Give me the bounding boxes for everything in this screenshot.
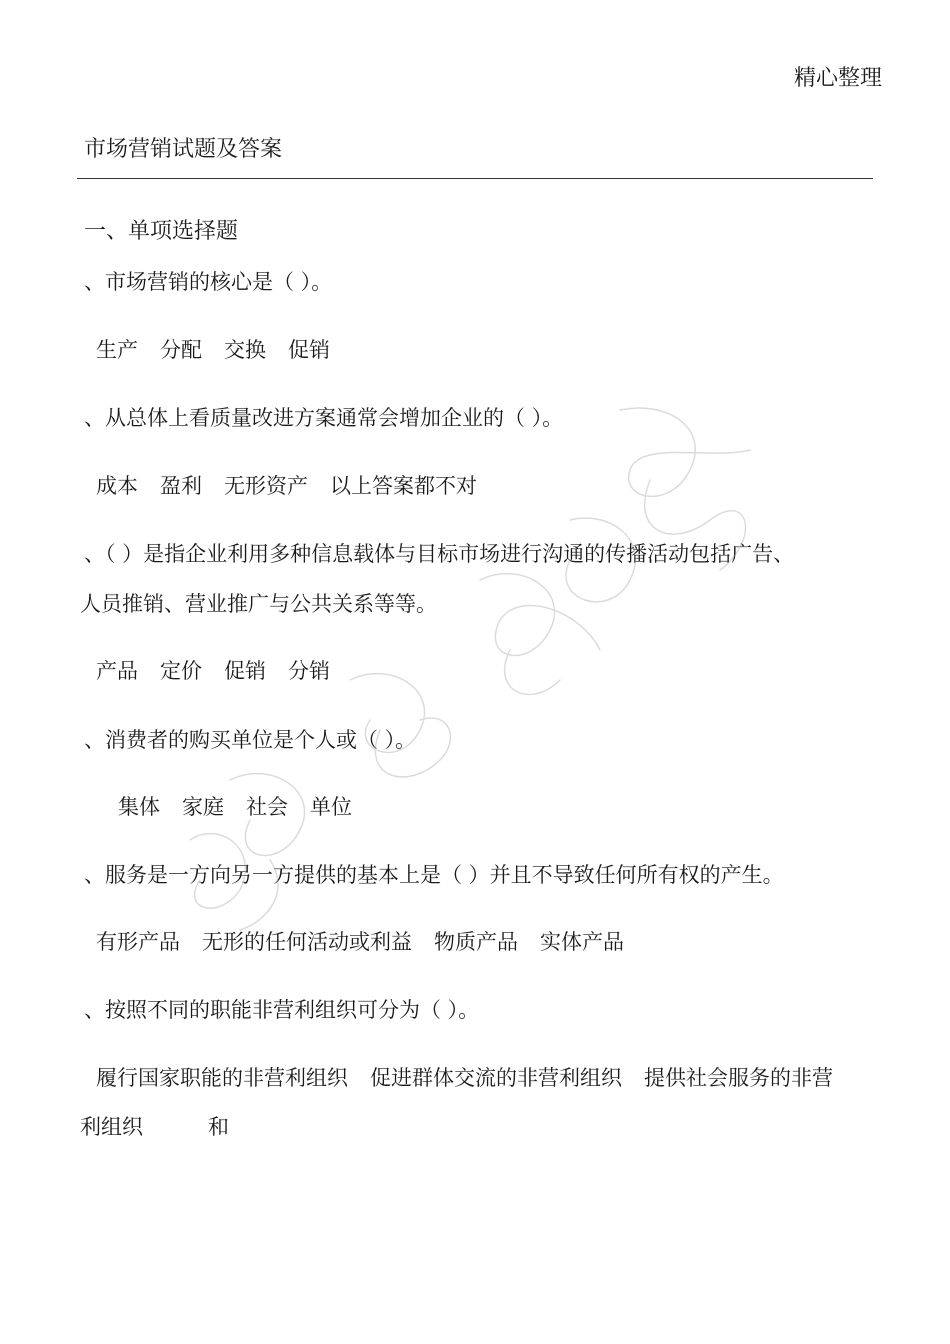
option: 提供社会服务的非营	[644, 1066, 833, 1090]
title-divider	[77, 178, 873, 179]
question-6-options-tail: 和	[208, 1115, 229, 1139]
question-1-options	[96, 340, 352, 361]
option: 盈利	[160, 474, 202, 498]
option: 成本	[96, 474, 138, 498]
question-3-line-2: 人员推销、营业推广与公共关系等等。	[80, 592, 437, 616]
option: 物质产品	[434, 930, 518, 954]
option: 无形资产	[224, 474, 308, 498]
option: 集体	[118, 795, 160, 819]
question-3-line-1: 、（ ）是指企业利用多种信息载体与目标市场进行沟通的传播活动包括广告、	[84, 542, 795, 566]
option: 促进群体交流的非营利组织	[370, 1066, 622, 1090]
header-mark: 精心整理	[793, 66, 882, 91]
question-5: 、服务是一方向另一方提供的基本上是（ ）并且不导致任何所有权的产生。	[84, 863, 784, 887]
option: 以上答案都不对	[330, 474, 477, 498]
document-title: 市场营销试题及答案	[84, 137, 283, 162]
option: 实体产品	[540, 930, 624, 954]
question-6-options-line-2: 利组织	[80, 1115, 143, 1139]
option: 促销	[224, 659, 266, 683]
question-2: 、从总体上看质量改进方案通常会增加企业的（ ）。	[84, 406, 564, 430]
option: 无形的任何活动或利益	[202, 930, 412, 954]
option: 分配	[160, 338, 202, 362]
section-heading: 一、单项选择题	[84, 219, 239, 244]
question-6-options-line-1	[96, 1068, 855, 1089]
option: 有形产品	[96, 930, 180, 954]
option: 交换	[224, 338, 266, 362]
question-4: 、消费者的购买单位是个人或（ ）。	[84, 728, 417, 752]
option: 履行国家职能的非营利组织	[96, 1066, 348, 1090]
option: 促销	[288, 338, 330, 362]
handwritten-watermark	[150, 390, 800, 950]
option: 分销	[288, 659, 330, 683]
option: 家庭	[182, 795, 224, 819]
question-6: 、按照不同的职能非营利组织可分为（ ）。	[84, 998, 480, 1022]
option: 单位	[310, 795, 352, 819]
option: 定价	[160, 659, 202, 683]
option: 生产	[96, 338, 138, 362]
question-1: 、市场营销的核心是（ ）。	[84, 270, 333, 294]
option: 产品	[96, 659, 138, 683]
option: 社会	[246, 795, 288, 819]
